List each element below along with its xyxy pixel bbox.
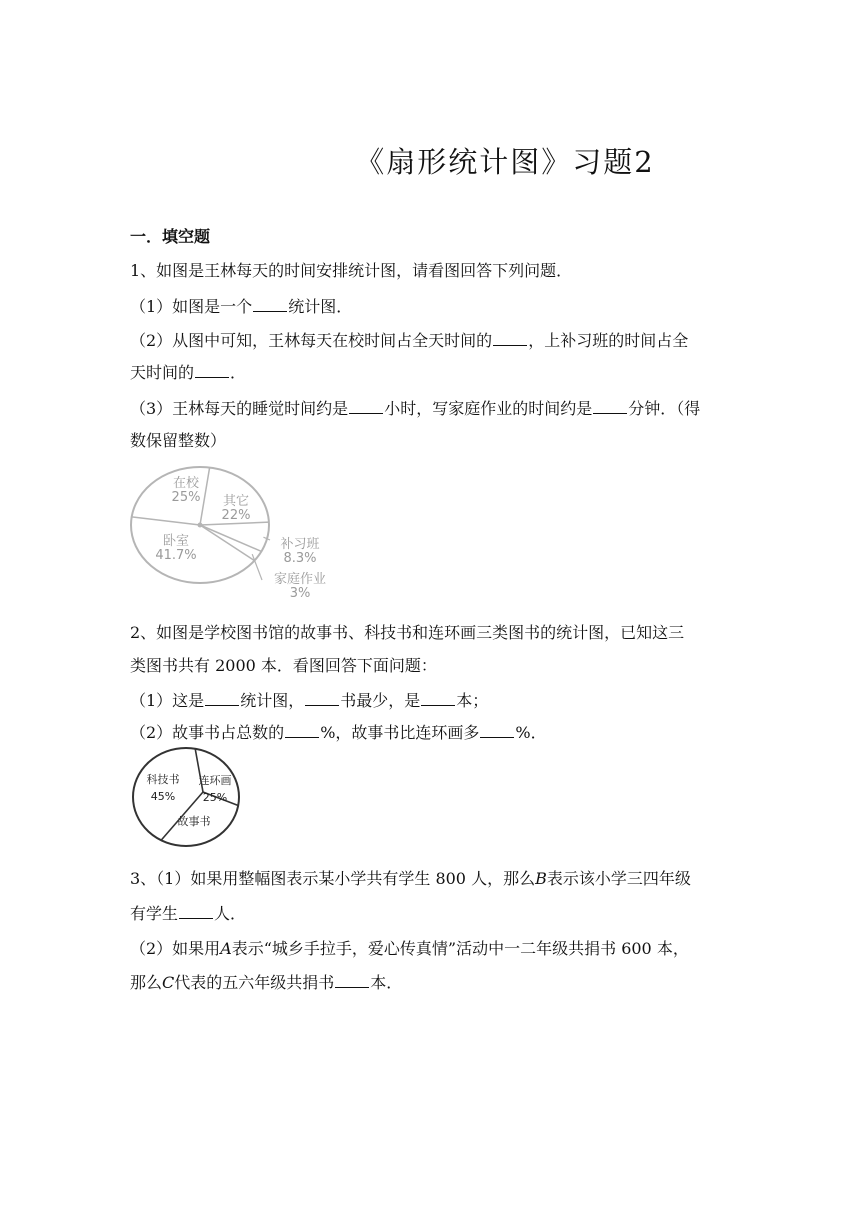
q2-stem-cont: 类图书共有 2000 本．看图回答下面问题： (130, 656, 437, 675)
pie1-label: 补习班 (280, 537, 320, 552)
answer-blank[interactable] (335, 973, 369, 988)
text: 3、（1）如果用整幅图表示某小学共有学生 800 人，那么 (130, 869, 536, 888)
text: 天时间的 (130, 363, 195, 382)
pie1-value-label: 41.7% (155, 548, 197, 563)
variable-b: B (535, 869, 547, 888)
pie2-label: 连环画 (198, 774, 232, 787)
text: 分钟．（得 (628, 399, 701, 418)
text: ，上补习班的时间占全 (528, 331, 689, 350)
text: 人． (214, 904, 247, 923)
variable-c: C (162, 973, 175, 992)
pie1-value-label: 22% (221, 508, 251, 523)
text: （1）如图是一个 (130, 297, 253, 316)
text: （2）故事书占总数的 (130, 723, 285, 742)
pie1-slice-boundary (200, 468, 210, 525)
text: 书最少，是 (340, 691, 421, 710)
text: ． (230, 363, 247, 382)
text: 表示该小学三四年级 (546, 869, 691, 888)
q3-part2 (130, 936, 730, 959)
page-title: 《扇形统计图》习题2 (355, 145, 655, 179)
pie2-value-label: 25% (202, 791, 228, 804)
text: 小时，写家庭作业的时间约是 (384, 399, 593, 418)
q3-part1 (130, 866, 730, 889)
text: 代表的五六年级共捐书 (174, 973, 335, 992)
answer-blank[interactable] (305, 691, 339, 706)
answer-blank[interactable] (179, 904, 213, 919)
variable-a: A (220, 939, 232, 958)
pie1-label: 家庭作业 (273, 572, 327, 587)
text: 有学生 (130, 904, 179, 923)
pie2-label: 故事书 (177, 815, 211, 828)
q2-part1 (130, 688, 730, 711)
answer-blank[interactable] (285, 723, 319, 738)
pie1-slice-boundary (200, 525, 254, 561)
pie1-slice-boundary (132, 517, 200, 525)
text: 本； (456, 691, 489, 710)
answer-blank[interactable] (205, 691, 239, 706)
text: （3）王林每天的睡觉时间约是 (130, 399, 349, 418)
text: （1）这是 (130, 691, 205, 710)
text: 统计图， (240, 691, 305, 710)
text: %． (515, 723, 547, 742)
text: 那么 (130, 973, 163, 992)
text: 表示“城乡手拉手，爱心传真情”活动中一二年级共捐书 600 本， (231, 939, 689, 958)
q3-part2-cont (130, 970, 730, 993)
pie1-label: 在校 (172, 476, 200, 491)
pie1-value-label: 25% (171, 490, 201, 505)
answer-blank[interactable] (421, 691, 455, 706)
text: 统计图． (288, 297, 353, 316)
q2-part2 (130, 720, 730, 743)
pie1-slice-boundary (200, 525, 261, 551)
pie1-label: 卧室 (162, 534, 190, 549)
text: %，故事书比连环画多 (320, 723, 480, 742)
text: 本． (370, 973, 403, 992)
pie1-label: 其它 (222, 494, 250, 509)
pie1-center-dot (198, 523, 203, 528)
text: （2）从图中可知，王林每天在校时间占全天时间的 (130, 331, 493, 350)
answer-blank[interactable] (480, 723, 514, 738)
pie1-value-label: 3% (289, 586, 311, 601)
pie1-value-label: 8.3% (283, 551, 317, 566)
pie2-value-label: 45% (150, 790, 176, 803)
q1-part3-cont: 数保留整数） (130, 431, 227, 450)
text: （2）如果用 (130, 939, 221, 958)
section-heading: 一．填空题 (130, 227, 211, 246)
q3-part1-cont (130, 901, 730, 924)
q2-stem: 2、如图是学校图书馆的故事书、科技书和连环画三类图书的统计图，已知这三 (130, 623, 685, 642)
pie2-label: 科技书 (146, 773, 180, 786)
q1-stem: 1、如图是王林每天的时间安排统计图，请看图回答下列问题． (130, 261, 573, 280)
